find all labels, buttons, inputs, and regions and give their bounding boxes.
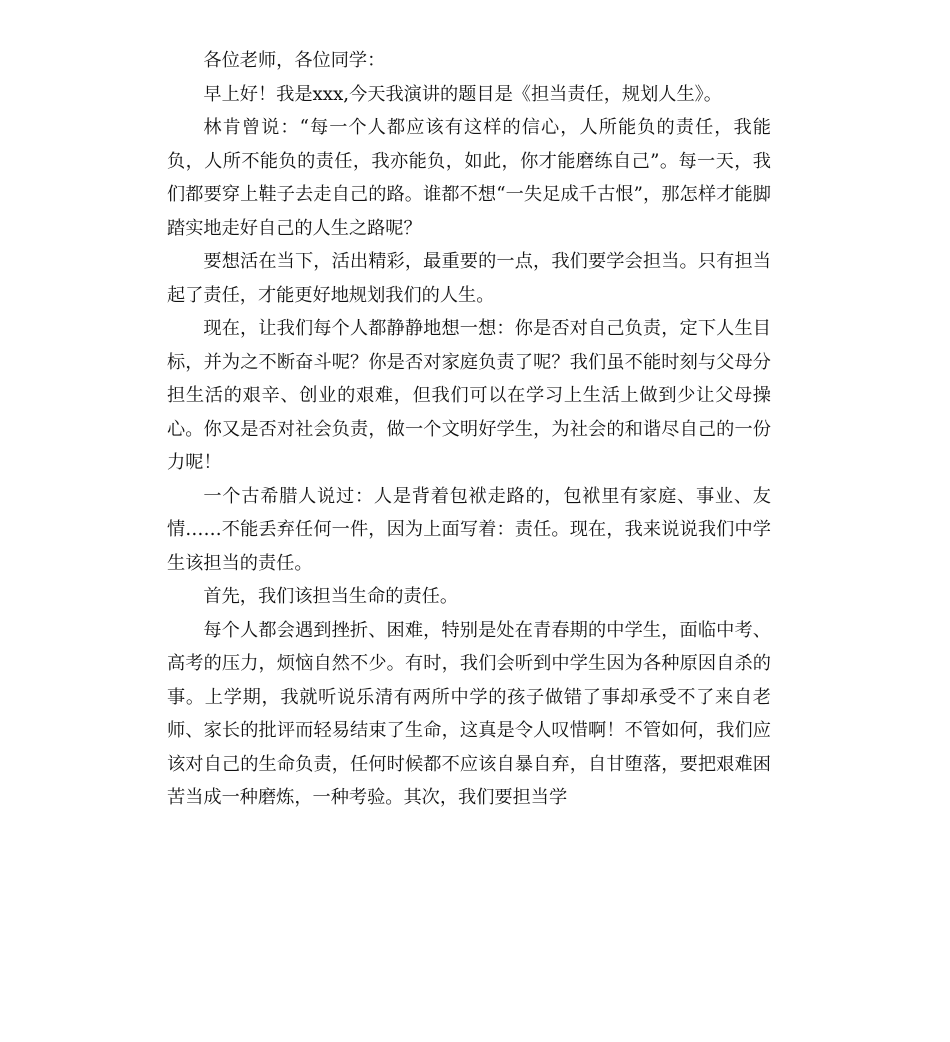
greeting-paragraph: 各位老师，各位同学： <box>203 50 386 71</box>
intro-paragraph: 早上好！我是xxx,今天我演讲的题目是《担当责任，规划人生》。 <box>203 83 722 105</box>
lincoln-quote-paragraph: 林肯曾说：“每一个人都应该有这样的信心，人所能负的责任，我能负，人所不能负的责任，我亦能负，如此，你才能磨练自己”。每一天，我们都要穿上鞋子去走自己的路。谁都不想“一失足成千古恨”，那怎样才能脚踏实地走好自己的人生之路呢？ <box>167 117 771 239</box>
document-page <box>167 44 771 815</box>
life-responsibility-paragraph: 每个人都会遇到挫折、困难，特别是处在青春期的中学生，面临中考、高考的压力，烦恼自然不少。有时，我们会听到中学生因为各种原因自杀的事。上学期，我就听说乐清有两所中学的孩子做错了事却承受不了来自老师、家长的批评而轻易结束了生命，这真是令人叹惜啊！不管如何，我们应该对自己的生命负责，任何时候都不应该自暴自弃，自甘堕落，要把艰难困苦当成一种磨炼，一种考验。其次，我们要担当学 <box>167 619 771 808</box>
greek-quote-paragraph: 一个古希腊人说过：人是背着包袱走路的，包袱里有家庭、事业、友情……不能丢弃任何一件，因为上面写着：责任。现在，我来说说我们中学生该担当的责任。 <box>167 485 771 574</box>
reflection-paragraph: 现在，让我们每个人都静静地想一想：你是否对自己负责，定下人生目标，并为之不断奋斗呢？你是否对家庭负责了呢？我们虽不能时刻与父母分担生活的艰辛、创业的艰难，但我们可以在学习上生活上做到少让父母操心。你又是否对社会负责，做一个文明好学生，为社会的和谐尽自己的一份力呢！ <box>167 318 771 473</box>
first-point-paragraph: 首先，我们该担当生命的责任。 <box>203 586 459 607</box>
responsibility-paragraph: 要想活在当下，活出精彩，最重要的一点，我们要学会担当。只有担当起了责任，才能更好地规划我们的人生。 <box>167 251 771 306</box>
